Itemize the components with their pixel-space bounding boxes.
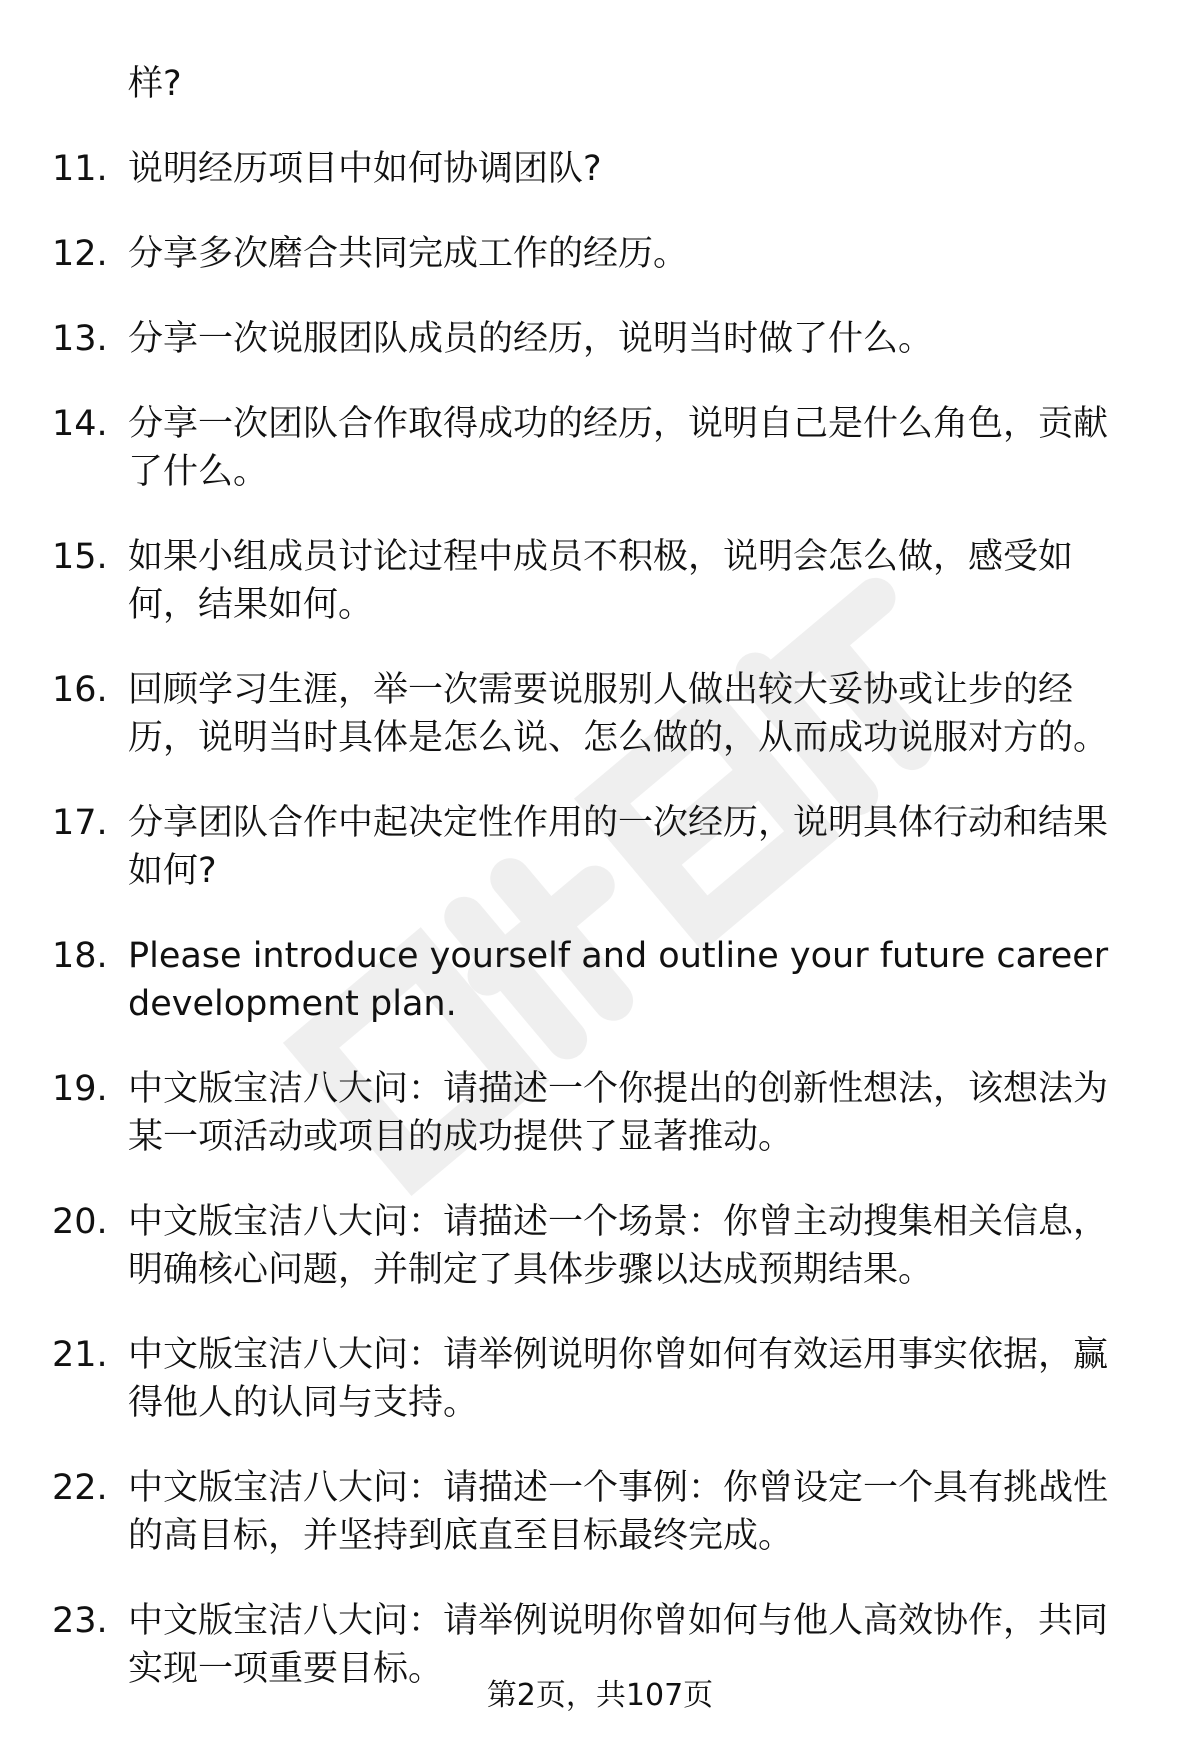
question-number: 15. [52,537,108,577]
question-text: 分享多次磨合共同完成工作的经历。 [128,234,689,274]
question-text: 说明经历项目中如何协调团队? [128,149,602,189]
question-number: 13. [52,319,108,359]
question-text: 分享团队合作中起决定性作用的一次经历，说明具体行动和结果如何? [128,803,1109,891]
question-item [0,1065,1200,1161]
question-text: 中文版宝洁八大问：请描述一个你提出的创新性想法，该想法为某一项活动或项目的成功提供了显著推动。 [128,1069,1109,1157]
question-text: 分享一次说服团队成员的经历，说明当时做了什么。 [128,319,934,359]
continuation-text: 样? [128,64,182,104]
question-number: 20. [52,1202,108,1242]
question-number: 11. [52,149,108,189]
question-text: 中文版宝洁八大问：请描述一个事例：你曾设定一个具有挑战性的高目标，并坚持到底直至目标最终完成。 [128,1468,1109,1556]
question-item [0,1331,1200,1427]
question-text: 中文版宝洁八大问：请举例说明你曾如何有效运用事实依据，赢得他人的认同与支持。 [128,1335,1109,1423]
question-text: 中文版宝洁八大问：请描述一个场景：你曾主动搜集相关信息，明确核心问题，并制定了具体步骤以达成预期结果。 [128,1202,1109,1290]
question-item [0,799,1200,895]
question-number: 17. [52,803,108,843]
question-text: Please introduce yourself and outline your future career development plan. [128,936,1109,1024]
question-item [0,533,1200,629]
question-item [0,230,1200,278]
question-item [0,400,1200,496]
question-number: 21. [52,1335,108,1375]
question-list [0,145,1200,1730]
question-number: 18. [52,936,108,976]
question-text: 中文版宝洁八大问：请举例说明你曾如何与他人高效协作，共同实现一项重要目标。 [128,1601,1109,1689]
question-text: 回顾学习生涯，举一次需要说服别人做出较大妥协或让步的经历，说明当时具体是怎么说、怎么做的，从而成功说服对方的。 [128,670,1109,758]
question-number: 19. [52,1069,108,1109]
question-number: 12. [52,234,108,274]
question-number: 16. [52,670,108,710]
question-number: 22. [52,1468,108,1508]
question-item [0,145,1200,193]
question-number: 23. [52,1601,108,1641]
question-text: 分享一次团队合作取得成功的经历，说明自己是什么角色，贡献了什么。 [128,404,1109,492]
question-text: 如果小组成员讨论过程中成员不积极，说明会怎么做，感受如何，结果如何。 [128,537,1074,625]
question-number: 14. [52,404,108,444]
page-footer: 第2页，共107页 [486,1678,714,1713]
question-item [0,666,1200,762]
question-item [0,1464,1200,1560]
question-item [0,932,1200,1028]
question-item [0,1198,1200,1294]
question-item [0,315,1200,363]
